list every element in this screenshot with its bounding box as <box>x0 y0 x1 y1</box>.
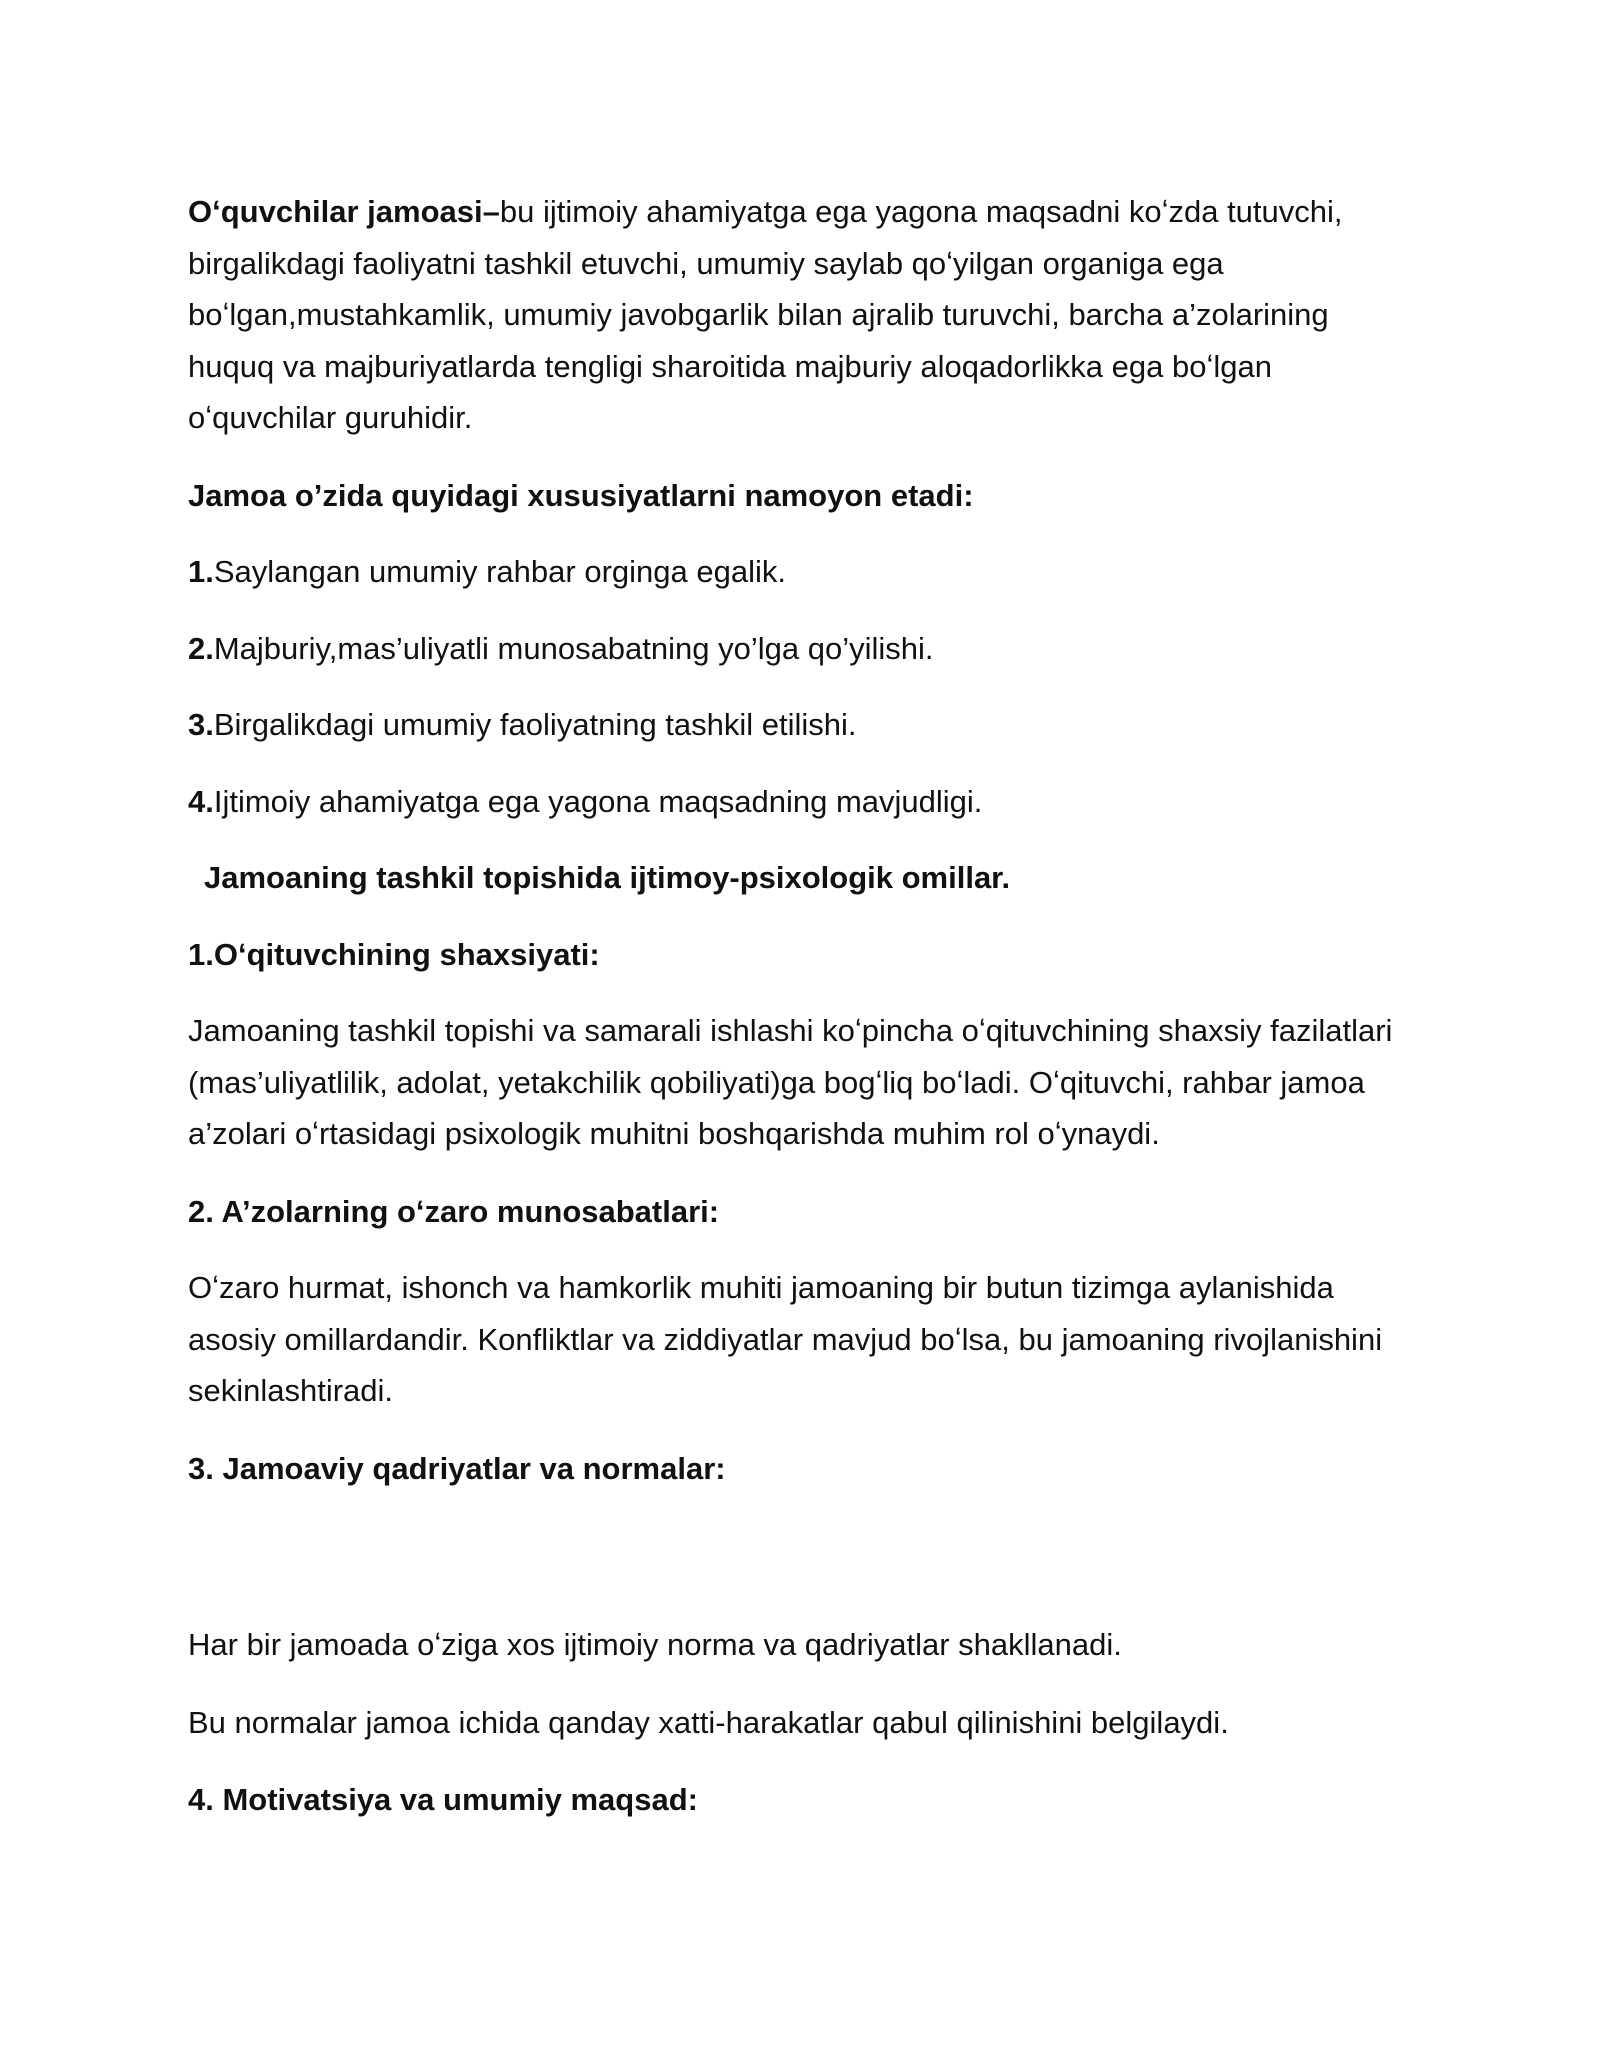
feature-number: 3. <box>188 707 214 742</box>
section-heading-motivation: 4. Motivatsiya va umumiy maqsad: <box>188 1782 698 1817</box>
factors-heading: Jamoaning tashkil topishida ijtimoy-psixologik omillar. <box>204 860 1011 895</box>
section-paragraph-relations: Oʻzaro hurmat, ishonch va hamkorlik muhiti jamoaning bir butun tizimga aylanishida asosiy omillardandir. Konfliktlar va ziddiyatlar mavjud boʻlsa, bu jamoaning rivojlanishini sekinlashtiradi. <box>188 1270 1383 1408</box>
feature-item <box>188 776 1418 828</box>
feature-text: Saylangan umumiy rahbar orginga egalik. <box>213 554 786 589</box>
feature-number: 4. <box>188 783 214 819</box>
definition-paragraph <box>188 186 1418 444</box>
section-paragraph-values-1: Har bir jamoada oʻziga xos ijtimoiy norma va qadriyatlar shakllanadi. <box>188 1627 1122 1662</box>
feature-text: Ijtimoiy ahamiyatga ega yagona maqsadning mavjudligi. <box>213 783 983 819</box>
section-heading-relations: 2. A’zolarning oʻzaro munosabatlari: <box>188 1193 720 1229</box>
feature-number: 1. <box>188 554 214 589</box>
section-heading-values: 3. Jamoaviy qadriyatlar va normalar: <box>188 1450 726 1486</box>
section-heading-teacher: 1.Oʻqituvchining shaxsiyati: <box>188 936 600 972</box>
document-body <box>188 186 1418 1851</box>
definition-term: Oʻquvchilar jamoasi– <box>188 194 500 229</box>
feature-number: 2. <box>188 630 214 666</box>
section-paragraph-values-2: Bu normalar jamoa ichida qanday xatti-harakatlar qabul qilinishini belgilaydi. <box>188 1704 1229 1740</box>
feature-text: Majburiy,mas’uliyatli munosabatning yo’lga qo’yilishi. <box>213 630 934 666</box>
feature-item <box>188 699 1418 751</box>
blank-gap <box>188 1519 1418 1619</box>
definition-text: bu ijtimoiy ahamiyatga ega yagona maqsadni koʻzda tutuvchi, birgalikdagi faoliyatni tashkil etuvchi, umumiy saylab qoʻyilgan organiga ega boʻlgan,mustahkamlik, umumiy javobgarlik bilan ajralib turuvchi, barcha a’zolarining huquq va majburiyatlarda tengligi sharoitida majburiy aloqadorlikka ega boʻlgan oʻquvchilar guruhidir. <box>188 194 1343 435</box>
feature-item <box>188 623 1418 675</box>
features-heading: Jamoa o’zida quyidagi xususiyatlarni namoyon etadi: <box>188 477 974 513</box>
section-paragraph-teacher: Jamoaning tashkil topishi va samarali ishlashi koʻpincha oʻqituvchining shaxsiy fazilatlari (mas’uliyatlilik, adolat, yetakchilik qobiliyati)ga bogʻliq boʻladi. Oʻqituvchi, rahbar jamoa a’zolari oʻrtasidagi psixologik muhitni boshqarishda muhim rol oʻynaydi. <box>188 1013 1393 1151</box>
feature-text: Birgalikdagi umumiy faoliyatning tashkil etilishi. <box>213 707 857 742</box>
feature-item <box>188 546 1418 598</box>
